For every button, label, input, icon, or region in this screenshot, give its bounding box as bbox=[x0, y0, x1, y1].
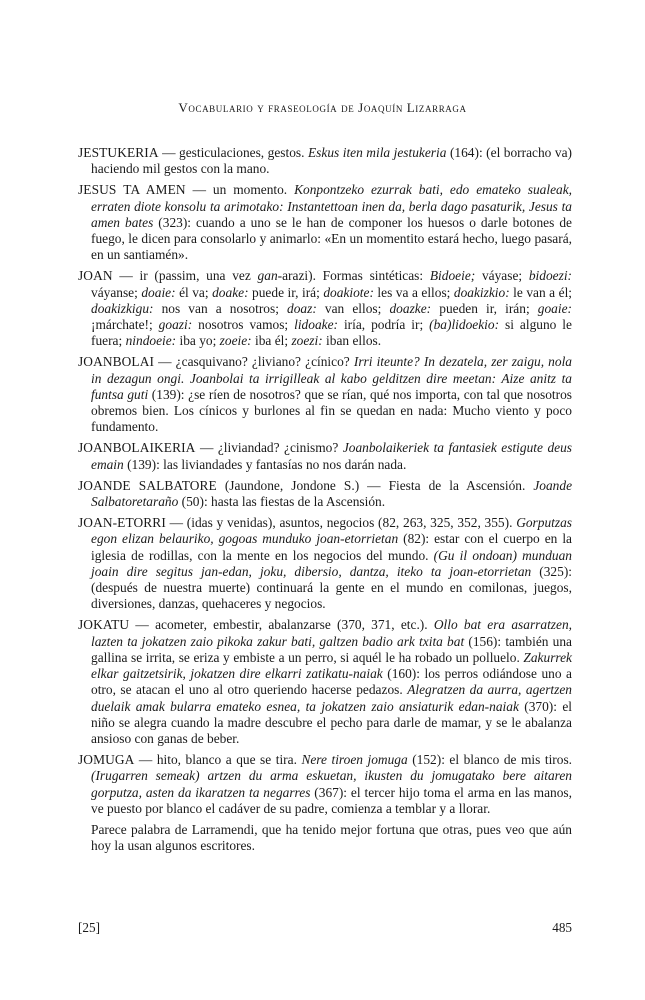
entry-example-basque: goaie: bbox=[537, 300, 572, 316]
entry-headword: JESTUKERIA bbox=[78, 145, 159, 160]
entry-definition-text: (325): (después de nuestra muerte) continuará la gente en el mundo en comilonas, juegos, diversiones, danzas, quehaceres y negocios. bbox=[91, 563, 572, 612]
entry-example-basque: (Irugarren semeak) artzen du arma eskuetan, ikusten du jomugatako bere aitaren gorputza, asten da ikaratzen ta negarres bbox=[91, 768, 572, 800]
entry-example-basque: zoezi: bbox=[291, 333, 323, 349]
entry-headword: JOAN-ETORRI bbox=[78, 515, 166, 531]
entry-definition-text: (82): estar con el cuerpo en la iglesia de rodillas, con la mente en los negocios del mundo. bbox=[91, 531, 572, 563]
entry-definition-text: váyanse; bbox=[91, 284, 142, 300]
running-head: Vocabulario y fraseología de Joaquín Lizarraga bbox=[178, 100, 467, 115]
section-number: [25] bbox=[78, 920, 100, 935]
entry-example-basque: doaz: bbox=[287, 300, 317, 316]
entry-example-basque: Bidoeie; bbox=[429, 268, 476, 284]
dictionary-entry bbox=[78, 145, 572, 177]
entry-definition-text: (Jaundone, Jondone S.) — Fiesta de la Ascensión. bbox=[216, 477, 534, 493]
entry-definition-text: (50): hasta las fiestas de la Ascensión. bbox=[178, 494, 386, 510]
entry-definition-text: (323): cuando a uno se le han de componer los huesos o darle botones de fuego, le dicen para consolarlo y animarlo: «En un momentito estará hecho, luego pasará, en un santiamén». bbox=[91, 214, 572, 263]
dictionary-entry bbox=[78, 478, 572, 510]
entry-definition-text: — ¿casquivano? ¿liviano? ¿cínico? bbox=[154, 354, 354, 370]
entry-example-basque: doazke: bbox=[389, 300, 432, 316]
entry-example-basque: nindoeie: bbox=[125, 333, 177, 349]
page-footer bbox=[78, 920, 572, 938]
entry-definition-text: iría, podría ir; bbox=[337, 317, 430, 333]
entry-definition-text: puede ir, irá; bbox=[248, 284, 324, 300]
entry-definition-text: — acometer, embestir, abalanzarse (370, 371, etc.). bbox=[129, 617, 434, 633]
dictionary-entries bbox=[78, 145, 572, 854]
entry-definition-text: — (idas y venidas), asuntos, negocios (82, 263, 325, 352, 355). bbox=[165, 515, 517, 531]
entry-definition-text: (164): (el borracho va) haciendo mil gestos con la mano. bbox=[91, 145, 572, 177]
entry-example-basque: doakizkigu: bbox=[91, 300, 154, 316]
entry-definition-text: nos van a nosotros; bbox=[153, 300, 288, 316]
entry-example-basque: Ollo bat era asarratzen, lazten ta jokatzen zaio pikoka zakur bati, galtzen badio ark txita bat bbox=[91, 617, 572, 649]
entry-example-basque: (ba)lidoekio: bbox=[429, 317, 500, 333]
entry-definition-text: nosotros vamos; bbox=[192, 317, 295, 333]
entry-definition-text: le van a él; bbox=[509, 284, 573, 300]
entry-headword: JOANBOLAIKERIA bbox=[78, 440, 196, 456]
entry-definition-text: iba él; bbox=[251, 333, 292, 349]
entry-definition-text: pueden ir, irán; bbox=[431, 300, 538, 316]
entry-example-basque: (Gu il ondoan) munduan joain dire segitus jan-edan, joku, dibersio, dantza, iteko ta joan-etorrietan bbox=[91, 547, 572, 579]
entry-definition-text: — gesticulaciones, gestos. bbox=[158, 145, 308, 160]
entry-headword: JOMUGA bbox=[78, 752, 135, 768]
entry-example-basque: doakizkio: bbox=[453, 284, 510, 300]
entry-example-basque: Konpontzeko ezurrak bati, edo emateko sualeak, erraten diote konsolu ta arimotako: Instantettoan inen da, berla dago pasaturik, Jesus ta amen bates bbox=[91, 182, 572, 230]
entry-example-basque: doakiote: bbox=[323, 284, 374, 300]
entry-definition-text: ¡márchate!; bbox=[91, 317, 159, 333]
entry-definition-text: -arazi). Formas sintéticas: bbox=[277, 268, 430, 284]
entry-definition-text: (139): ¿se ríen de nosotros? que se rían, qué nos importa, con tal que nosotros obremos bien. Los cínicos y burlones al fin se quedan en nada: Mucho viento y poco fundamento. bbox=[91, 386, 573, 435]
entry-example-basque: doaie: bbox=[141, 284, 176, 300]
dictionary-entry bbox=[78, 440, 572, 472]
entry-headword: JOANDE SALBATORE bbox=[78, 477, 217, 493]
entry-definition-text: si alguno le fuera; bbox=[91, 317, 572, 349]
entry-definition-text: váyase; bbox=[475, 268, 529, 284]
entry-example-basque: Gorputzas egon elizan belauriko, gogoas munduko joan-etorrietan bbox=[91, 515, 572, 547]
entry-example-basque: zoeie: bbox=[219, 333, 252, 349]
entry-example-basque: gan bbox=[257, 268, 278, 284]
entry-definition-text: — ¿liviandad? ¿cinismo? bbox=[195, 440, 343, 456]
entry-definition-text: — ir (passim, una vez bbox=[112, 268, 258, 284]
entry-definition-text: — un momento. bbox=[185, 182, 295, 198]
entry-example-basque: goazi: bbox=[158, 317, 193, 333]
entry-example-basque: lidoake: bbox=[294, 317, 338, 333]
entry-definition-text: (367): el tercer hijo toma el arma en las manos, ve puesto por blanco el cadáver de su padre, comienza a temblar y a llorar. bbox=[91, 784, 572, 816]
entry-definition-text: (370): el niño se alegra cuando la madre descubre el pecho para darle de mamar, y se le abalanza ansioso con ganas de beber. bbox=[91, 698, 572, 746]
entry-definition-text: (152): el blanco de mis tiros. bbox=[407, 752, 572, 768]
dictionary-entry bbox=[78, 515, 572, 612]
entry-example-basque: Alegratzen da aurra, agertzen duelaik amak bularra emateko esnea, ta jokatzen zaio ansiaturik edan-naiak bbox=[91, 682, 572, 714]
dictionary-entry bbox=[78, 752, 572, 817]
entry-definition-text: (160): los perros odiándose uno a otro, se atacan el uno al otro queriendo hacerse pedazos. bbox=[91, 666, 572, 698]
entry-definition-text: él va; bbox=[175, 284, 213, 300]
entry-example-basque: Joande Salbatoretaraño bbox=[91, 477, 573, 510]
entry-example-basque: Irri iteunte? In dezatela, zer zaigu, nola in dezagun ongi. Joanbolai ta irrigilleak al kabo gelditzen dire meetan: Aize anitz ta funtsa guti bbox=[91, 354, 572, 402]
entry-example-basque: doake: bbox=[212, 284, 249, 300]
entry-definition-text: (139): las liviandades y fantasías no nos darán nada. bbox=[123, 456, 407, 472]
entry-definition-text: les va a ellos; bbox=[373, 284, 454, 300]
entry-definition-text: (156): también una gallina se irrita, se eriza y embiste a un perro, si aquél le ha robado un polluelo. bbox=[91, 633, 572, 665]
page-number: 485 bbox=[552, 920, 572, 935]
entry-definition-text: iba yo; bbox=[176, 333, 220, 349]
entry-definition-text: — hito, blanco a que se tira. bbox=[134, 752, 302, 768]
dictionary-entry bbox=[78, 354, 572, 435]
entry-example-basque: Nere tiroen jomuga bbox=[301, 752, 408, 768]
dictionary-entry bbox=[78, 268, 572, 349]
entry-headword: JESUS TA AMEN bbox=[78, 182, 186, 198]
entry-example-basque: Zakurrek elkar gaitzetsirik, jokatzen dire elkarri zatikatu-naiak bbox=[91, 649, 572, 682]
entry-example-basque: Eskus iten mila jestukeria bbox=[307, 145, 447, 160]
entry-definition-text: van ellos; bbox=[316, 300, 390, 316]
dictionary-entry bbox=[78, 182, 572, 263]
entry-example-basque: bidoezi: bbox=[528, 268, 572, 284]
entry-headword: JOANBOLAI bbox=[78, 354, 155, 370]
entry-headword: JOKATU bbox=[78, 617, 130, 633]
dictionary-entry bbox=[78, 617, 572, 747]
entry-definition-text: iban ellos. bbox=[322, 333, 382, 349]
entry-headword: JOAN bbox=[78, 268, 113, 284]
entry-example-basque: Joanbolaikeriek ta fantasiek estigute deus emain bbox=[91, 440, 572, 472]
entry-note: Parece palabra de Larramendi, que ha tenido mejor fortuna que otras, pues veo que aún hoy la usan algunos escritores. bbox=[91, 821, 572, 854]
